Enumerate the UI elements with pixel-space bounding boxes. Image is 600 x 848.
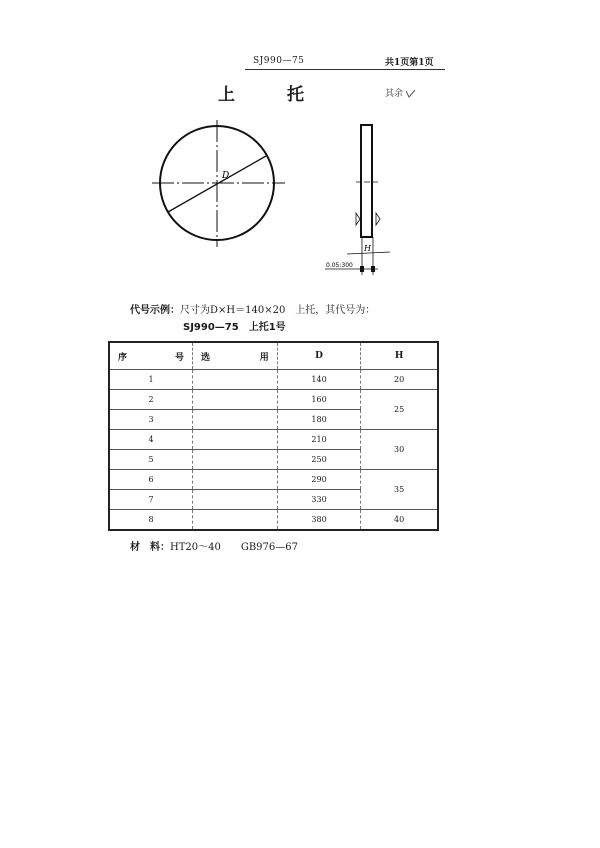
example-line xyxy=(130,301,375,316)
cell-selection xyxy=(193,470,278,490)
front-view-drawing xyxy=(140,115,300,265)
cell-seq: 7 xyxy=(109,490,193,510)
side-view-drawing xyxy=(320,115,400,285)
table-header-row xyxy=(109,342,438,370)
cell-d: 210 xyxy=(277,430,360,450)
cell-d: 250 xyxy=(277,450,360,470)
cell-h: 35 xyxy=(361,470,438,510)
page-info: 共1页第1页 xyxy=(385,58,434,68)
table-row xyxy=(109,430,438,450)
cell-seq: 4 xyxy=(109,430,193,450)
cell-h: 30 xyxy=(361,430,438,470)
spec-table xyxy=(108,341,439,531)
cell-seq: 5 xyxy=(109,450,193,470)
header-d: D xyxy=(277,342,360,370)
cell-selection xyxy=(193,430,278,450)
cell-seq: 6 xyxy=(109,470,193,490)
cell-d: 380 xyxy=(277,510,360,531)
roughness-note-text: 其余 xyxy=(385,89,404,99)
table-row xyxy=(109,370,438,390)
material-value: HT20～40 GB976—67 xyxy=(170,542,298,553)
cell-h: 40 xyxy=(361,510,438,531)
table-row xyxy=(109,510,438,531)
cell-seq: 1 xyxy=(109,370,193,390)
cell-h: 20 xyxy=(361,370,438,390)
cell-selection xyxy=(193,450,278,470)
cell-d: 290 xyxy=(277,470,360,490)
cell-d: 140 xyxy=(277,370,360,390)
cell-seq: 8 xyxy=(109,510,193,531)
table-row xyxy=(109,470,438,490)
example-text: 尺寸为D×H＝140×20 上托，其代号为： xyxy=(180,305,376,316)
title-char-1: 上 xyxy=(218,85,235,105)
cell-selection xyxy=(193,390,278,410)
cell-h: 25 xyxy=(361,390,438,430)
cell-seq: 3 xyxy=(109,410,193,430)
height-label: H xyxy=(364,244,371,253)
cell-d: 330 xyxy=(277,490,360,510)
standard-number: SJ990—75 xyxy=(253,56,305,66)
cell-selection xyxy=(193,490,278,510)
roughness-note xyxy=(385,86,416,99)
cell-selection xyxy=(193,370,278,390)
cell-selection xyxy=(193,410,278,430)
table-row xyxy=(109,390,438,410)
title-char-2: 托 xyxy=(287,85,304,105)
material-line xyxy=(130,538,298,553)
header-rule xyxy=(245,69,445,70)
cell-d: 160 xyxy=(277,390,360,410)
cell-seq: 2 xyxy=(109,390,193,410)
example-label: 代号示例： xyxy=(130,305,180,316)
roughness-symbol-icon xyxy=(406,90,416,98)
header-seq: 序 号 xyxy=(109,342,193,370)
cell-selection xyxy=(193,510,278,531)
diameter-label: D xyxy=(222,171,230,181)
example-code: SJ990—75 上托1号 xyxy=(183,322,286,333)
header-h: H xyxy=(361,342,438,370)
tolerance-label: 0.05:300 xyxy=(326,262,353,269)
cell-d: 180 xyxy=(277,410,360,430)
material-label: 材 料： xyxy=(130,542,170,553)
header-selection: 选 用 xyxy=(193,342,278,370)
